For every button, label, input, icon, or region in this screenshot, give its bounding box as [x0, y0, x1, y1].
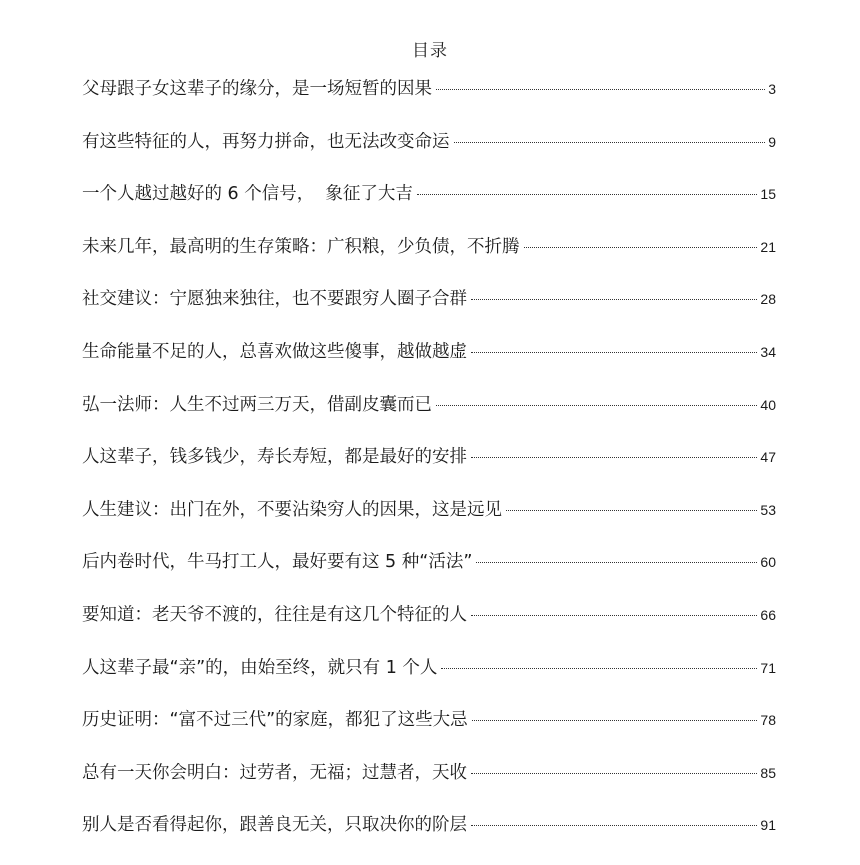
table-of-contents	[82, 76, 776, 865]
toc-leader-dots	[471, 457, 757, 458]
toc-entry-title: 别人是否看得起你，跟善良无关，只取决你的阶层	[82, 815, 467, 836]
toc-entry-title: 总有一天你会明白：过劳者，无福；过慧者，天收	[82, 762, 467, 783]
toc-title: 目录	[412, 41, 448, 61]
toc-entry[interactable]	[82, 812, 776, 865]
toc-entry-page: 21	[760, 238, 776, 255]
toc-leader-dots	[471, 299, 757, 300]
toc-entry[interactable]	[82, 339, 776, 392]
toc-entry-title: 生命能量不足的人，总喜欢做这些傻事，越做越虚	[82, 341, 467, 362]
toc-leader-dots	[524, 247, 758, 248]
toc-entry-title: 未来几年，最高明的生存策略：广积粮，少负债，不折腾	[82, 236, 520, 257]
toc-entry[interactable]	[82, 234, 776, 287]
toc-entry[interactable]	[82, 286, 776, 339]
toc-leader-dots	[471, 352, 757, 353]
toc-entry-page: 78	[760, 712, 776, 729]
toc-entry-title: 后内卷时代，牛马打工人，最好要有这 5 种“活法”	[82, 552, 473, 573]
toc-leader-dots	[476, 562, 757, 563]
toc-entry-page: 28	[760, 291, 776, 308]
toc-entry-title: 有这些特征的人，再努力拼命，也无法改变命运	[82, 131, 450, 152]
toc-entry-title: 历史证明：“富不过三代”的家庭，都犯了这些大忌	[82, 710, 468, 731]
toc-leader-dots	[506, 510, 757, 511]
toc-entry-page: 9	[768, 133, 776, 150]
toc-entry[interactable]	[82, 129, 776, 182]
toc-entry-page: 47	[760, 449, 776, 466]
toc-entry[interactable]	[82, 181, 776, 234]
toc-entry-title: 人这辈子，钱多钱少，寿长寿短，都是最好的安排	[82, 447, 467, 468]
toc-entry[interactable]	[82, 760, 776, 813]
toc-leader-dots	[417, 194, 758, 195]
toc-entry-page: 53	[760, 501, 776, 518]
toc-entry-page: 60	[760, 554, 776, 571]
toc-entry-page: 71	[760, 659, 776, 676]
toc-leader-dots	[471, 773, 757, 774]
toc-entry[interactable]	[82, 602, 776, 655]
toc-leader-dots	[436, 89, 765, 90]
toc-entry[interactable]	[82, 392, 776, 445]
toc-entry-title: 父母跟子女这辈子的缘分，是一场短暂的因果	[82, 79, 432, 99]
toc-entry-page: 85	[760, 764, 776, 781]
toc-leader-dots	[471, 615, 757, 616]
toc-entry-page: 34	[760, 343, 776, 360]
toc-entry[interactable]	[82, 655, 776, 708]
toc-leader-dots	[454, 142, 766, 143]
toc-entry[interactable]	[82, 497, 776, 550]
toc-entry-title: 要知道：老天爷不渡的，往往是有这几个特征的人	[82, 604, 467, 625]
toc-leader-dots	[436, 405, 757, 406]
toc-entry-page: 91	[760, 817, 776, 834]
toc-entry-title: 人这辈子最“亲”的，由始至终，就只有 1 个人	[82, 657, 438, 678]
toc-entry[interactable]	[82, 444, 776, 497]
toc-leader-dots	[471, 825, 757, 826]
toc-entry-page: 40	[760, 396, 776, 413]
toc-entry-page: 3	[768, 81, 776, 97]
toc-entry-title: 弘一法师：人生不过两三万天，借副皮囊而已	[82, 394, 432, 415]
toc-entry-page: 15	[760, 186, 776, 203]
toc-entry[interactable]	[82, 549, 776, 602]
toc-entry-title: 人生建议：出门在外，不要沾染穷人的因果，这是远见	[82, 499, 502, 520]
toc-leader-dots	[441, 668, 757, 669]
toc-leader-dots	[472, 720, 758, 721]
toc-entry-title: 社交建议：宁愿独来独往，也不要跟穷人圈子合群	[82, 289, 467, 310]
toc-entry-title: 一个人越过越好的 6 个信号， 象征了大吉	[82, 184, 413, 205]
toc-entry[interactable]	[82, 76, 776, 129]
toc-entry-page: 66	[760, 606, 776, 623]
toc-entry[interactable]	[82, 707, 776, 760]
